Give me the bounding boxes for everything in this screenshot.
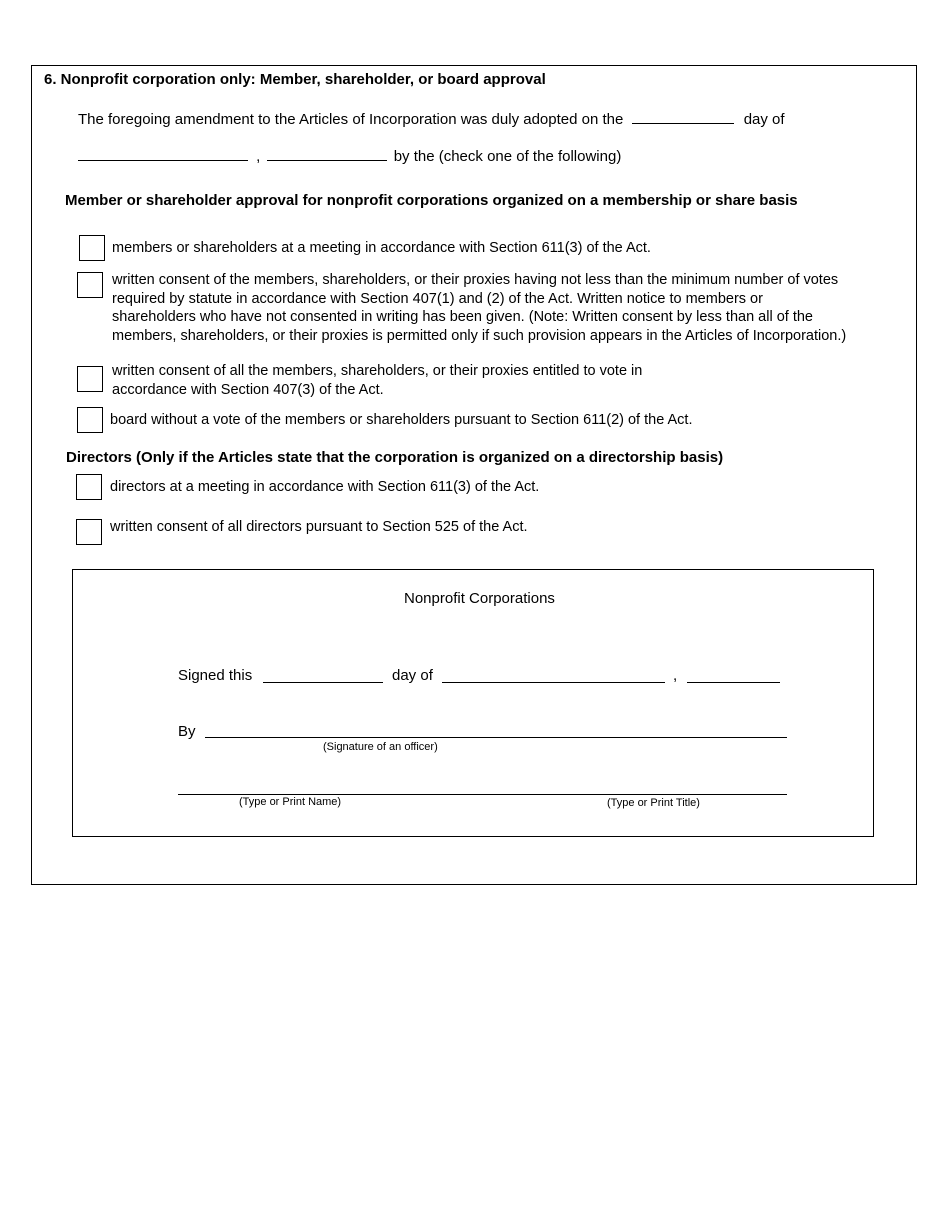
member-written-consent-text xyxy=(112,271,846,345)
adoption-day-field[interactable] xyxy=(632,108,734,124)
option-line: shareholders who have not consented in writing has been given. (Note: Written consent by less than all of the xyxy=(112,309,813,325)
member-unanimous-consent-checkbox[interactable] xyxy=(77,366,103,392)
board-without-vote-text xyxy=(110,411,692,430)
option-line: members or shareholders at a meeting in accordance with Section 611(3) of the Act. xyxy=(112,240,651,256)
directors-written-consent-text xyxy=(110,518,528,537)
adoption-line-1 xyxy=(78,108,785,128)
adoption-day-of-label: day of xyxy=(743,111,785,128)
member-approval-heading: Member or shareholder approval for nonprofit corporations organized on a membership or share basis xyxy=(65,192,798,209)
directors-meeting-checkbox[interactable] xyxy=(76,474,102,500)
by-label: By xyxy=(178,723,196,740)
signed-comma: , xyxy=(673,667,678,684)
option-line: board without a vote of the members or shareholders pursuant to Section 611(2) of the Act. xyxy=(110,412,693,428)
name-caption: (Type or Print Name) xyxy=(239,796,342,808)
signed-month-field[interactable] xyxy=(442,682,665,683)
member-meeting-checkbox[interactable] xyxy=(79,235,105,261)
option-line: members, shareholders, or their proxies is permitted only if such provision appears in the Articles of Incorporation.) xyxy=(112,327,847,344)
adoption-month-field[interactable] xyxy=(78,145,248,161)
signature-box-title: Nonprofit Corporations xyxy=(404,590,555,607)
signed-this-label: Signed this xyxy=(178,667,253,684)
directors-written-consent-checkbox[interactable] xyxy=(76,519,102,545)
member-written-consent-checkbox[interactable] xyxy=(77,272,103,298)
adoption-year-field[interactable] xyxy=(267,145,387,161)
option-line: required by statute in accordance with Section 407(1) and (2) of the Act. Written notice to members or xyxy=(112,290,763,307)
signed-day-of-label: day of xyxy=(392,667,433,684)
member-meeting-text xyxy=(112,239,651,258)
option-line: directors at a meeting in accordance with Section 611(3) of the Act. xyxy=(110,479,540,495)
option-line: written consent of all the members, shareholders, or their proxies entitled to vote in xyxy=(112,363,643,379)
adoption-line-2 xyxy=(78,145,621,165)
directors-heading: Directors (Only if the Articles state that the corporation is organized on a directorship basis) xyxy=(66,449,724,466)
signature-box xyxy=(72,569,874,837)
directors-meeting-text xyxy=(110,478,539,497)
title-caption: (Type or Print Title) xyxy=(607,797,700,809)
option-line: written consent of all directors pursuant to Section 525 of the Act. xyxy=(110,519,528,535)
option-line: written consent of the members, shareholders, or their proxies having not less than the minimum number of votes xyxy=(112,272,839,288)
signed-day-field[interactable] xyxy=(263,682,383,683)
option-line: accordance with Section 407(3) of the Act. xyxy=(112,381,384,398)
officer-name-title-field[interactable] xyxy=(178,794,787,795)
adoption-comma: , xyxy=(256,148,261,165)
board-without-vote-checkbox[interactable] xyxy=(77,407,103,433)
adoption-suffix: by the (check one of the following) xyxy=(393,148,622,165)
adoption-prefix: The foregoing amendment to the Articles of Incorporation was duly adopted on the xyxy=(78,111,624,128)
signature-caption: (Signature of an officer) xyxy=(323,741,438,753)
member-unanimous-consent-text xyxy=(112,362,642,399)
section-heading: 6. Nonprofit corporation only: Member, shareholder, or board approval xyxy=(44,71,546,88)
officer-signature-field[interactable] xyxy=(205,737,787,738)
signed-year-field[interactable] xyxy=(687,682,780,683)
